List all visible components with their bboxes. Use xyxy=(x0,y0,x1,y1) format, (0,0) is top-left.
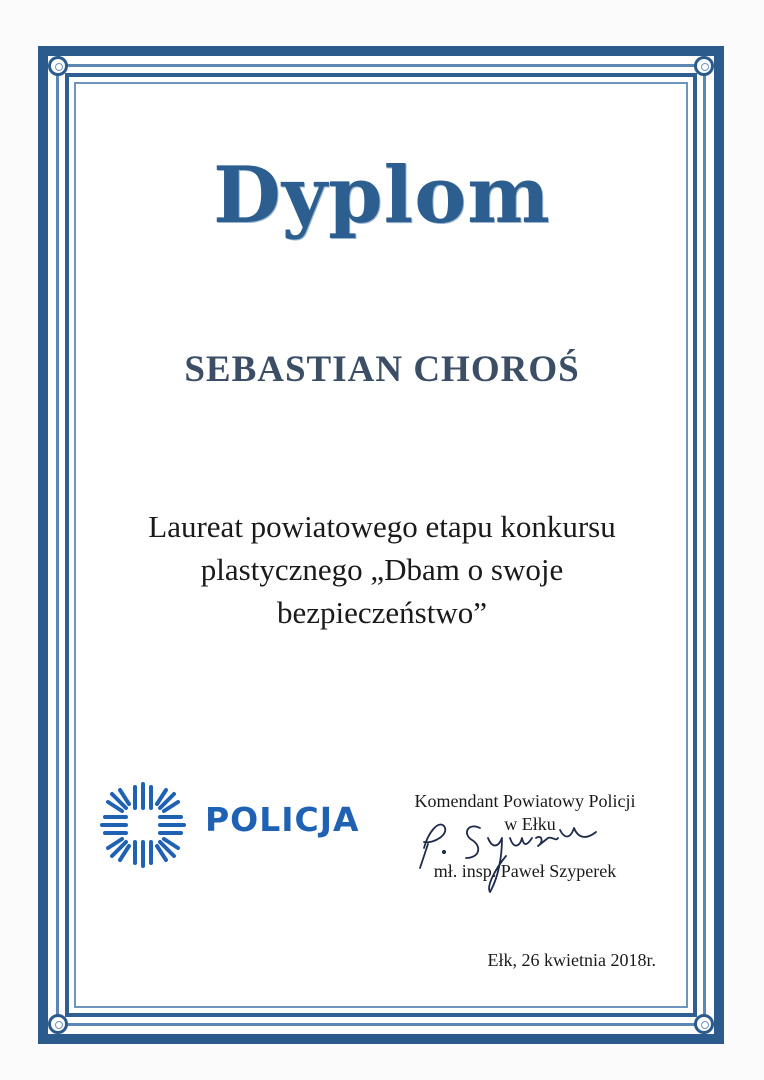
place-and-date: Ełk, 26 kwietnia 2018r. xyxy=(487,950,656,970)
recipient-name: SEBASTIAN CHOROŚ xyxy=(184,349,580,390)
corner-ornament-icon xyxy=(694,1014,714,1034)
signatory-title: Komendant Powiatowy Policji xyxy=(414,791,636,811)
police-logo-text: POLICJA xyxy=(205,800,360,839)
handwritten-signature xyxy=(410,808,610,898)
description-line: Laureat powiatowego etapu konkursu xyxy=(148,509,616,544)
corner-ornament-icon xyxy=(694,56,714,76)
diploma-description xyxy=(0,505,764,634)
police-star-icon xyxy=(98,780,188,870)
diploma-title: Dyplom xyxy=(213,150,551,241)
signatory-location: w Ełku xyxy=(504,814,556,834)
description-line: plastycznego „Dbam o swoje xyxy=(200,552,564,587)
signatory-name: mł. insp. Paweł Szyperek xyxy=(433,861,617,881)
corner-ornament-icon xyxy=(48,56,68,76)
description-line: bezpieczeństwo” xyxy=(277,595,487,630)
corner-ornament-icon xyxy=(48,1014,68,1034)
